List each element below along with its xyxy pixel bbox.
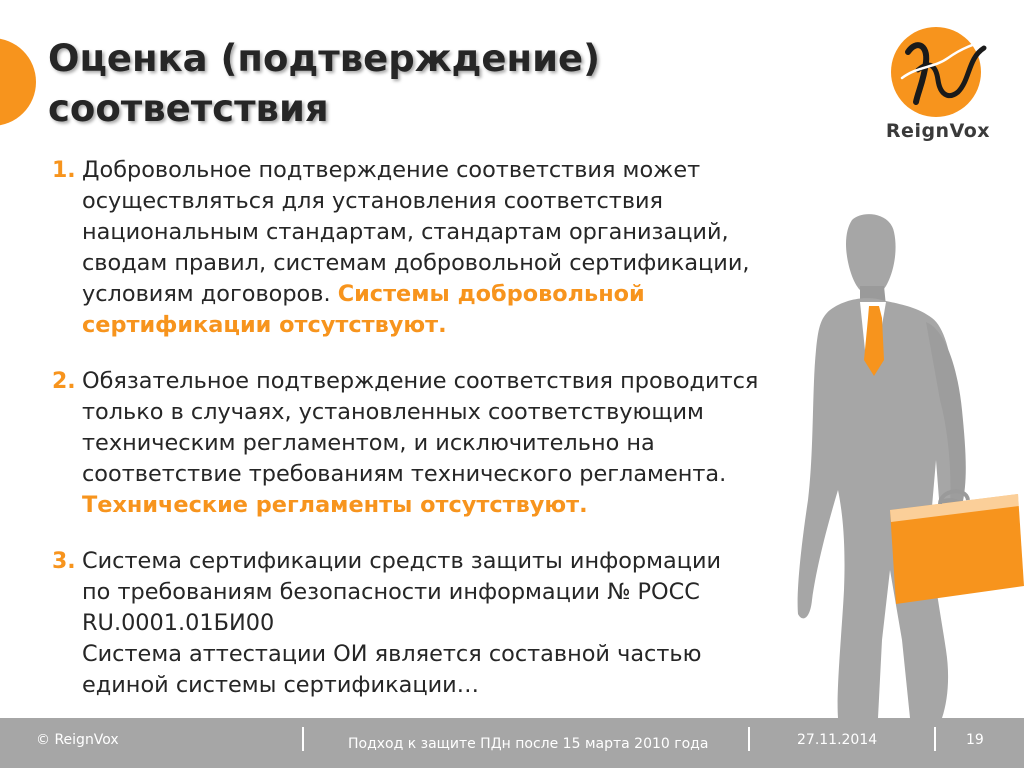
list-item-body: Система сертификации средств защиты информации по требованиям безопасности информации № РОСС RU.0001.01БИ00 Система аттестации ОИ является составной частью единой системы сертификации… xyxy=(82,548,722,698)
footer-separator xyxy=(302,727,304,751)
content-list xyxy=(52,155,822,701)
footer-separator xyxy=(934,727,936,751)
list-item-number: 2. xyxy=(52,369,76,394)
list-item xyxy=(52,366,822,521)
businessman-silhouette-icon xyxy=(790,210,1024,720)
list-item xyxy=(52,546,822,701)
decorative-orange-circle xyxy=(0,38,36,126)
list-item-highlight: Технические регламенты отсутствуют. xyxy=(82,492,588,518)
footer-copyright: © ReignVox xyxy=(36,732,119,748)
slide-title xyxy=(48,34,768,134)
footer-date: 27.11.2014 xyxy=(797,732,878,748)
footer-separator xyxy=(748,727,750,751)
list-item xyxy=(52,155,822,341)
list-item-highlight: Системы добровольной сертификации отсутствуют. xyxy=(82,281,645,338)
logo-brand-name: ReignVox xyxy=(885,120,991,142)
list-item-body: Добровольное подтверждение соответствия может осуществляться для установления соответствия национальным стандартам, стандартам организаций, сводам правил, системам добровольной сертификации, условиям договоров. xyxy=(82,157,750,307)
slide-title-line-1: Оценка (подтверждение) xyxy=(48,37,601,80)
footer-bar xyxy=(0,718,1024,768)
list-item-text xyxy=(82,155,822,341)
reignvox-logo xyxy=(878,22,998,152)
list-item-body: Обязательное подтверждение соответствия проводится только в случаях, установленных соответствующим техническим регламентом, и исключительно на соответствие требованиям технического регламента. xyxy=(82,368,759,487)
list-item-number: 3. xyxy=(52,549,76,574)
list-item-text xyxy=(82,546,822,701)
reignvox-logo-icon xyxy=(878,22,998,122)
slide-title-line-2: соответствия xyxy=(48,87,329,130)
list-item-number: 1. xyxy=(52,158,76,183)
list-item-text xyxy=(82,366,822,521)
footer-page-number: 19 xyxy=(966,732,984,748)
footer-caption: Подход к защите ПДн после 15 марта 2010 года xyxy=(348,736,709,752)
